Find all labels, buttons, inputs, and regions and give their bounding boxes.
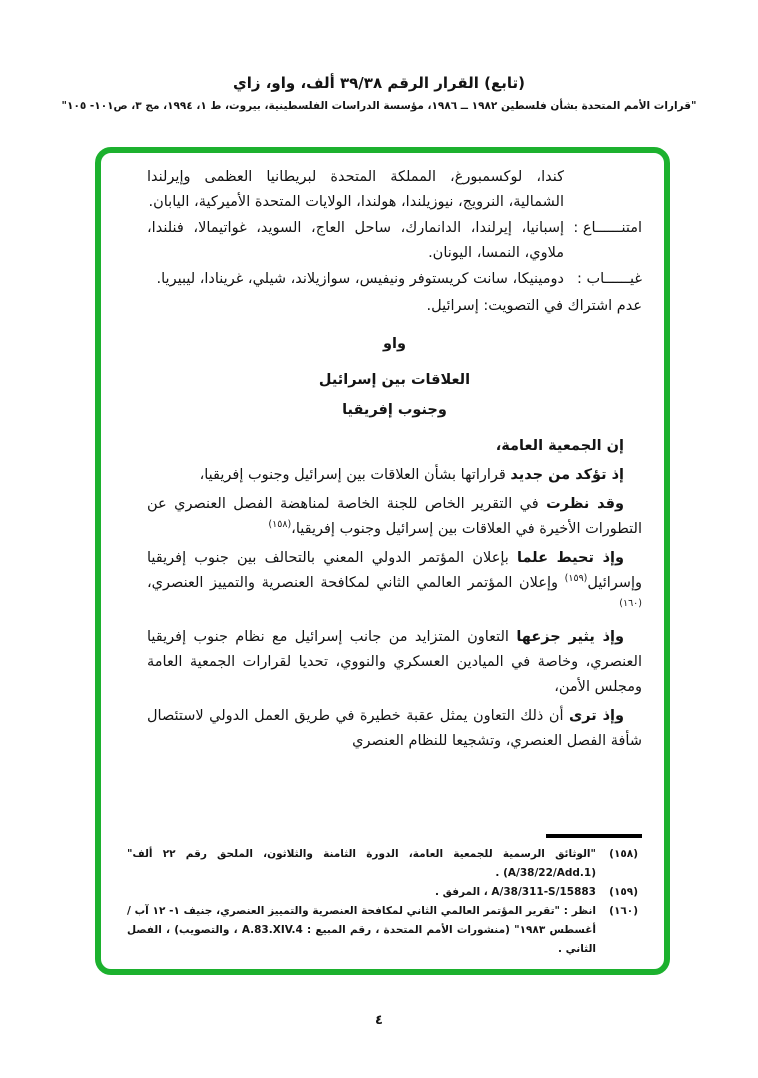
paragraph-considered-report — [147, 492, 642, 542]
vote-abstentions-item — [147, 216, 642, 266]
footnote-number: (١٥٨) — [609, 848, 638, 860]
vote-absent-item — [147, 267, 642, 292]
paragraph-lead: وقد نظرت — [546, 496, 625, 512]
footnote-number: (١٦٠) — [609, 905, 638, 917]
main-text — [147, 165, 642, 754]
paragraph-text: في التقرير الخاص للجنة الخاصة لمناهضة الفصل العنصري عن التطورات الأخيرة في العلاقات بين إسرائيل وجنوب إفريقيا، — [147, 496, 642, 537]
paragraph-reaffirming — [147, 463, 642, 488]
paragraph-taking-note — [147, 546, 642, 621]
preamble-opening: إن الجمعية العامة، — [495, 438, 624, 454]
footnote-ref-158: (١٥٨) — [268, 519, 292, 531]
paragraph-text: وإعلان المؤتمر العالمي الثاني لمكافحة العنصرية والتمييز العنصري، — [147, 575, 565, 591]
page-number: ٤ — [375, 1013, 383, 1028]
abstain-list: إسبانيا، إيرلندا، الدانمارك، ساحل العاج، السويد، غواتيمالا، فنلندا، ملاوي، النمسا، اليونان. — [147, 220, 564, 261]
footnote-160 — [127, 902, 642, 959]
vote-in-favour-continuation: كندا، لوكسمبورغ، المملكة المتحدة لبريطانيا العظمى وإيرلندا الشمالية، النرويج، نيوزيلندا، هولندا، الولايات المتحدة الأميركية، اليابان. — [147, 169, 564, 210]
document-header — [0, 74, 758, 112]
paragraph-text: قراراتها بشأن العلاقات بين إسرائيل وجنوب إفريقيا، — [199, 467, 511, 483]
content-box — [95, 147, 670, 975]
section-title-line2: وجنوب إفريقيا — [342, 402, 447, 418]
paragraph-text: بإعلان المؤتمر الدولي المعني بالتحالف بين جنوب إفريقيا وإسرائيل — [147, 550, 642, 591]
paragraph-lead: وإذ ترى — [568, 708, 624, 724]
paragraph-lead: وإذ يثير جزعها — [516, 629, 624, 645]
footnote-159 — [127, 883, 642, 902]
paragraph-text: التعاون المتزايد من جانب إسرائيل مع نظام جنوب إفريقيا العنصري، وخاصة في الميادين العسكري والنووي، تحديا لقرارات الجمعية العامة ومجلس الأمن، — [147, 629, 642, 695]
absent-list: دومينيكا، سانت كريستوفر ونيفيس، سوازيلاند، شيلي، غرينادا، ليبيريا. — [156, 271, 564, 287]
document-subtitle: "قرارات الأمم المتحدة بشأن فلسطين ١٩٨٢ ــ ١٩٨٦، مؤسسة الدراسات الفلسطينية، بيروت، ط ١، ١٩٩٤، مج ٣، ص١٠١- ١٠٥" — [61, 100, 697, 112]
non-participation-line: عدم اشتراك في التصويت: إسرائيل. — [426, 298, 642, 314]
paragraph-considering — [147, 704, 642, 754]
abstain-label: امتنــــــاع : — [573, 220, 642, 236]
footnote-number: (١٥٩) — [609, 886, 638, 898]
footnote-ref-159: (١٥٩) — [564, 573, 588, 585]
paragraph-text: أن ذلك التعاون يمثل عقبة خطيرة في طريق العمل الدولي لاستئصال شأفة الفصل العنصري، وتشجيعا للنظام العنصري — [147, 708, 642, 749]
footnote-ref-160: (١٦٠) — [619, 598, 642, 610]
section-letter: واو — [383, 336, 406, 352]
absent-label: غيــــــاب : — [576, 271, 642, 287]
footnote-text: A/38/311-S/15883 ، المرفق . — [434, 886, 596, 898]
paragraph-lead: وإذ تحيط علما — [517, 550, 625, 566]
footnotes-block — [127, 834, 642, 959]
footnote-158 — [127, 845, 642, 883]
footnote-text: "الوثائق الرسمية للجمعية العامة، الدورة الثامنة والثلاثون، الملحق رقم ٢٢ ألف" (A/38/22/Add.1) . — [127, 848, 596, 879]
document-title: (تابع) القرار الرقم ٣٩/٣٨ ألف، واو، زاي — [232, 74, 525, 92]
footnote-text: انظر : "تقرير المؤتمر العالمي الثاني لمكافحة العنصرية والتمييز العنصري، جنيف ١- ١٢ آب / أغسطس ١٩٨٣" (منشورات الأمم المتحدة ، رقم المبيع : A.83.XIV.4 ، والتصويب) ، الفصل الثاني . — [127, 905, 597, 955]
paragraph-lead: إذ تؤكد من جديد — [510, 467, 624, 483]
section-title-line1: العلاقات بين إسرائيل — [318, 372, 471, 388]
footnote-separator — [546, 834, 642, 838]
paragraph-alarmed — [147, 625, 642, 700]
